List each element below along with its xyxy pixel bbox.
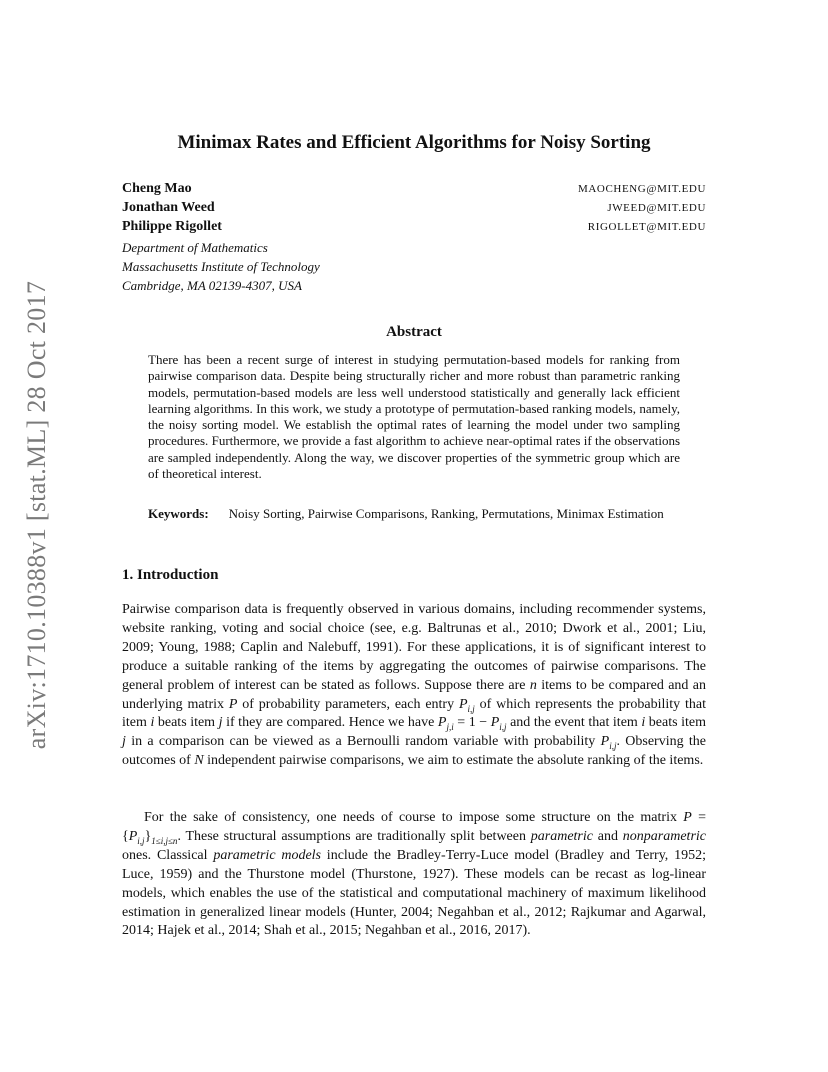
math-symbol: P <box>437 715 447 731</box>
text-run: } <box>144 828 152 844</box>
math-subscript: j,i <box>446 722 454 733</box>
text-run: beats item <box>154 715 219 731</box>
math-symbol: i <box>150 715 155 731</box>
text-run: of probability parameters, each entry <box>237 696 459 712</box>
math-symbol: P <box>228 696 238 712</box>
arxiv-stamp-text: arXiv:1710.10388v1 [stat.ML] 28 Oct 2017 <box>22 280 51 750</box>
math-symbol: P <box>490 715 500 731</box>
text-run: in a comparison can be viewed as a Bernoulli random variable with probability <box>125 734 601 750</box>
paper-title: Minimax Rates and Efficient Algorithms for Noisy Sorting <box>177 132 651 153</box>
math-symbol: j <box>218 715 223 731</box>
math-symbol: P <box>600 734 610 750</box>
text-run: = 1 − <box>453 715 491 731</box>
abstract-heading: Abstract <box>386 324 442 340</box>
intro-paragraph-1 <box>122 601 706 771</box>
author-row <box>122 181 706 200</box>
text-run: and <box>592 828 623 844</box>
keywords-text: Noisy Sorting, Pairwise Comparisons, Ranking, Permutations, Minimax Estimation <box>228 506 664 521</box>
text-run: beats item <box>645 715 706 731</box>
math-subscript: i,j <box>137 835 145 846</box>
affiliation-institute: Massachusetts Institute of Technology <box>122 259 320 274</box>
math-symbol: i <box>641 715 646 731</box>
text-run: items to be compared and an underlying matrix <box>122 677 706 712</box>
author-name: Jonathan Weed <box>122 200 215 215</box>
math-subscript: i,j <box>499 722 507 733</box>
section-heading: 1. Introduction <box>122 567 219 583</box>
abstract-text: There has been a recent surge of interest in studying permutation-based models for ranking from pairwise comparison data. Despite being structurally richer and more robust than parametric ranking models, permutation-based models are less well understood statistically and generally lack efficient learning algorithms. In this work, we study a prototype of permutation-based ranking models, namely, the noisy sorting model. We establish the optimal rates of learning the model under two sampling procedures. Furthermore, we provide a fast algorithm to achieve near-optimal rates if the observations are sampled independently. Along the way, we discover properties of the symmetric group which are of theoretical interest. <box>148 352 680 482</box>
text-run: independent pairwise comparisons, we aim to estimate the absolute ranking of the items. <box>203 753 704 769</box>
text-run: . Observing the outcomes of <box>122 734 706 769</box>
author-row <box>122 219 706 238</box>
text-run: of which represents the probability that item <box>122 696 706 731</box>
math-symbol: P <box>458 696 468 712</box>
text-run: ones. Classical <box>122 847 214 863</box>
math-symbol: P <box>128 828 138 844</box>
author-email: MAOCHENG@MIT.EDU <box>578 183 706 195</box>
text-run: . These structural assumptions are traditionally split between <box>177 828 531 844</box>
italic-term: parametric <box>530 828 593 844</box>
author-name: Philippe Rigollet <box>122 219 222 234</box>
math-subscript: i,j <box>467 703 475 714</box>
text-run: For the sake of consistency, one needs of course to impose some structure on the matrix <box>144 810 684 825</box>
author-row <box>122 200 706 219</box>
math-subscript: i,j <box>609 741 617 752</box>
text-run: include the Bradley-Terry-Luce model (Bradley and Terry, 1952; Luce, 1959) and the Thurstone model (Thurstone, 1927). These models can be recast as log-linear models, which enables the use of the statistical and computational machinery of maximum likelihood estimation in generalized linear models (Hunter, 2004; Negahban et al., 2012; Rajkumar and Agarwal, 2014; Hajek et al., 2014; Shah et al., 2015; Negahban et al., 2016, 2017). <box>122 847 706 939</box>
math-symbol: n <box>529 677 537 693</box>
math-symbol: N <box>194 753 204 769</box>
text-run: Pairwise comparison data is frequently observed in various domains, including recommender systems, website ranking, voting and social choice (see, e.g. Baltrunas et al., 2010; Dwork et al., 2001; Liu, 2009; Young, 1988; Caplin and Nalebuff, 1991). For these applications, it is of significant interest to produce a suitable ranking of the items by aggregating the outcomes of pairwise comparisons. The general problem of interest can be stated as follows. Suppose there are <box>122 602 706 693</box>
text-run: = { <box>122 810 706 844</box>
author-email: RIGOLLET@MIT.EDU <box>587 221 706 233</box>
italic-term: nonparametric <box>622 828 706 844</box>
math-symbol: j <box>122 734 126 750</box>
text-run: if they are compared. Hence we have <box>222 715 438 731</box>
affiliation-department: Department of Mathematics <box>122 240 268 255</box>
author-block <box>122 181 706 295</box>
math-symbol: P <box>683 810 692 825</box>
text-run: and the event that item <box>506 715 642 731</box>
affiliation-address: Cambridge, MA 02139-4307, USA <box>122 278 302 293</box>
arxiv-stamp <box>10 280 64 750</box>
italic-term: parametric models <box>213 847 321 863</box>
keywords <box>148 506 680 522</box>
keywords-label: Keywords: <box>148 506 209 521</box>
author-email: JWEED@MIT.EDU <box>607 202 706 214</box>
math-subscript: 1≤i,j≤n <box>151 835 178 846</box>
author-name: Cheng Mao <box>122 181 192 196</box>
intro-paragraph-2 <box>122 809 706 941</box>
